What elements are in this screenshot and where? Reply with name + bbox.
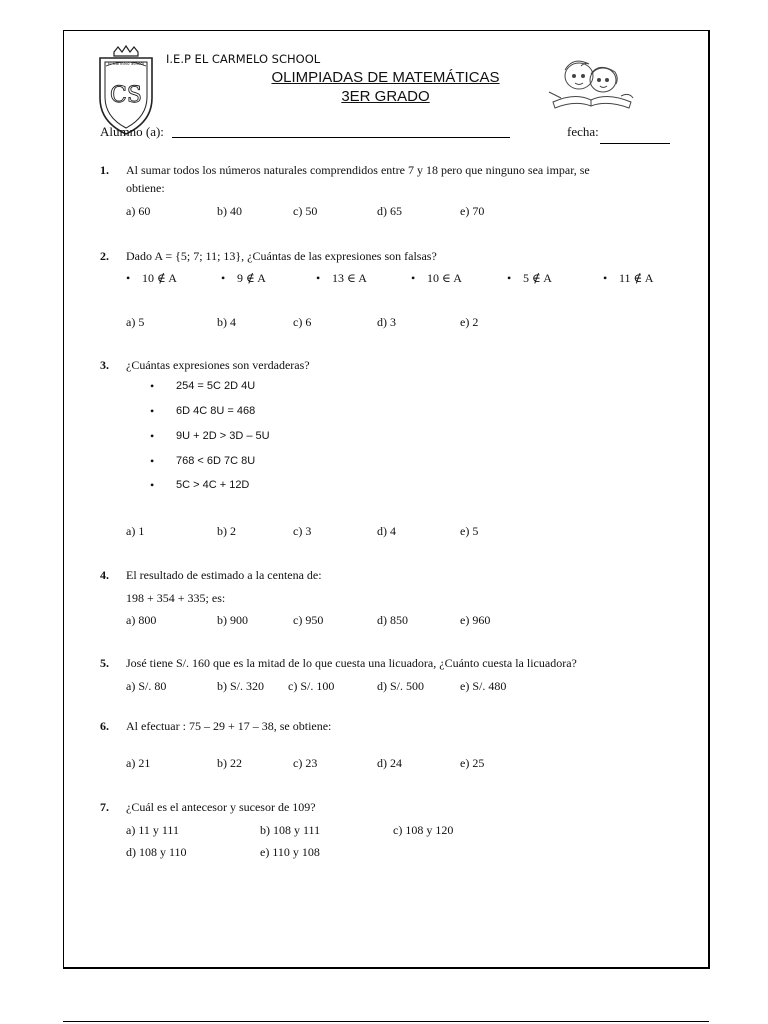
question-6-option-a[interactable]: a) 21: [126, 756, 151, 770]
bullet-icon: •: [150, 379, 155, 393]
question-3-expression-3: 9U + 2D > 3D – 5U: [176, 430, 270, 442]
question-3-option-d[interactable]: d) 4: [377, 524, 396, 538]
school-crest-logo: [96, 44, 156, 136]
question-1-option-e[interactable]: e) 70: [460, 204, 485, 218]
bullet-icon: •: [150, 454, 155, 468]
question-3-option-c[interactable]: c) 3: [293, 524, 312, 538]
student-name-label: Alumno (a):: [100, 124, 164, 139]
question-3-number: 3.: [100, 358, 109, 372]
question-7-option-a[interactable]: a) 11 y 111: [126, 823, 179, 837]
bullet-icon: •: [150, 478, 155, 492]
question-6-option-e[interactable]: e) 25: [460, 756, 485, 770]
question-4-option-a[interactable]: a) 800: [126, 613, 157, 627]
question-7-number: 7.: [100, 800, 109, 814]
bullet-icon: •: [150, 404, 155, 418]
school-name: I.E.P EL CARMELO SCHOOL: [166, 52, 321, 66]
question-2-option-d[interactable]: d) 3: [377, 315, 396, 329]
bullet-icon: •: [316, 271, 321, 285]
question-5-option-b[interactable]: b) S/. 320: [217, 679, 265, 693]
question-1-option-d[interactable]: d) 65: [377, 204, 402, 218]
question-2-statement-1: 10 ∉ A: [142, 271, 177, 285]
question-3-option-a[interactable]: a) 1: [126, 524, 145, 538]
question-5-option-a[interactable]: a) S/. 80: [126, 679, 167, 693]
question-1-number: 1.: [100, 163, 109, 177]
bullet-icon: •: [507, 271, 512, 285]
bullet-icon: •: [603, 271, 608, 285]
question-2-text: Dado A = {5; 7; 11; 13}, ¿Cuántas de las expresiones son falsas?: [126, 249, 437, 263]
question-2-statement-6: 11 ∉ A: [619, 271, 654, 285]
student-name-field[interactable]: [172, 137, 510, 138]
title-line-1: OLIMPIADAS DE MATEMÁTICAS: [271, 69, 500, 86]
question-6-option-b[interactable]: b) 22: [217, 756, 242, 770]
question-6-text: Al efectuar : 75 – 29 + 17 – 38, se obtiene:: [126, 719, 332, 733]
question-3-expression-2: 6D 4C 8U = 468: [176, 405, 256, 417]
date-field[interactable]: [600, 143, 670, 144]
question-4-option-e[interactable]: e) 960: [460, 613, 491, 627]
question-3-expression-1: 254 = 5C 2D 4U: [176, 380, 256, 392]
question-2-option-b[interactable]: b) 4: [217, 315, 236, 329]
question-7-option-c[interactable]: c) 108 y 120: [393, 823, 454, 837]
question-2-statement-4: 10 ∈ A: [427, 271, 462, 285]
question-4-option-d[interactable]: d) 850: [377, 613, 408, 627]
bullet-icon: •: [150, 429, 155, 443]
question-3-text: ¿Cuántas expresiones son verdaderas?: [126, 358, 310, 372]
crest-initials: CS: [110, 83, 142, 108]
bullet-icon: •: [411, 271, 416, 285]
question-3-expression-5: 5C > 4C + 12D: [176, 479, 250, 491]
question-5-number: 5.: [100, 656, 109, 670]
question-6-number: 6.: [100, 719, 109, 733]
question-1-text: [126, 161, 686, 197]
question-4-expression: 198 + 354 + 335; es:: [126, 591, 226, 605]
question-5-option-e[interactable]: e) S/. 480: [460, 679, 507, 693]
question-5-option-d[interactable]: d) S/. 500: [377, 679, 425, 693]
question-7-option-b[interactable]: b) 108 y 111: [260, 823, 321, 837]
question-7-text: ¿Cuál es el antecesor y sucesor de 109?: [126, 800, 316, 814]
question-1-option-b[interactable]: b) 40: [217, 204, 242, 218]
question-2-option-a[interactable]: a) 5: [126, 315, 145, 329]
question-4-option-c[interactable]: c) 950: [293, 613, 324, 627]
bullet-icon: •: [221, 271, 226, 285]
date-label: fecha:: [567, 124, 599, 139]
question-3-expression-4: 768 < 6D 7C 8U: [176, 455, 256, 467]
question-3-option-b[interactable]: b) 2: [217, 524, 236, 538]
page-title: [258, 68, 513, 106]
title-line-2: 3ER GRADO: [341, 88, 430, 105]
question-2-statement-5: 5 ∉ A: [523, 271, 552, 285]
page-bottom-rule: [63, 1021, 709, 1022]
question-7-option-d[interactable]: d) 108 y 110: [126, 845, 187, 859]
question-5-text: José tiene S/. 160 que es la mitad de lo que cuesta una licuadora, ¿Cuánto cuesta la licuadora?: [126, 656, 577, 670]
question-5-option-c[interactable]: c) S/. 100: [288, 679, 335, 693]
bullet-icon: •: [126, 271, 131, 285]
question-7-option-e[interactable]: e) 110 y 108: [260, 845, 320, 859]
crest-banner-text: El Carmelo School: [107, 61, 145, 66]
question-2-statement-3: 13 ∈ A: [332, 271, 367, 285]
question-1-option-c[interactable]: c) 50: [293, 204, 318, 218]
question-3-option-e[interactable]: e) 5: [460, 524, 479, 538]
question-2-option-e[interactable]: e) 2: [460, 315, 479, 329]
question-2-number: 2.: [100, 249, 109, 263]
question-1-option-a[interactable]: a) 60: [126, 204, 151, 218]
question-4-number: 4.: [100, 568, 109, 582]
question-1-line-2: obtiene:: [126, 181, 165, 195]
question-2-statement-2: 9 ∉ A: [237, 271, 266, 285]
question-4-text: El resultado de estimado a la centena de:: [126, 568, 322, 582]
question-2-option-c[interactable]: c) 6: [293, 315, 312, 329]
children-reading-illustration: [545, 52, 637, 112]
question-1-line-1: Al sumar todos los números naturales comprendidos entre 7 y 18 pero que ninguno sea impar, se: [126, 163, 590, 177]
question-6-option-c[interactable]: c) 23: [293, 756, 318, 770]
question-4-option-b[interactable]: b) 900: [217, 613, 248, 627]
question-6-option-d[interactable]: d) 24: [377, 756, 402, 770]
